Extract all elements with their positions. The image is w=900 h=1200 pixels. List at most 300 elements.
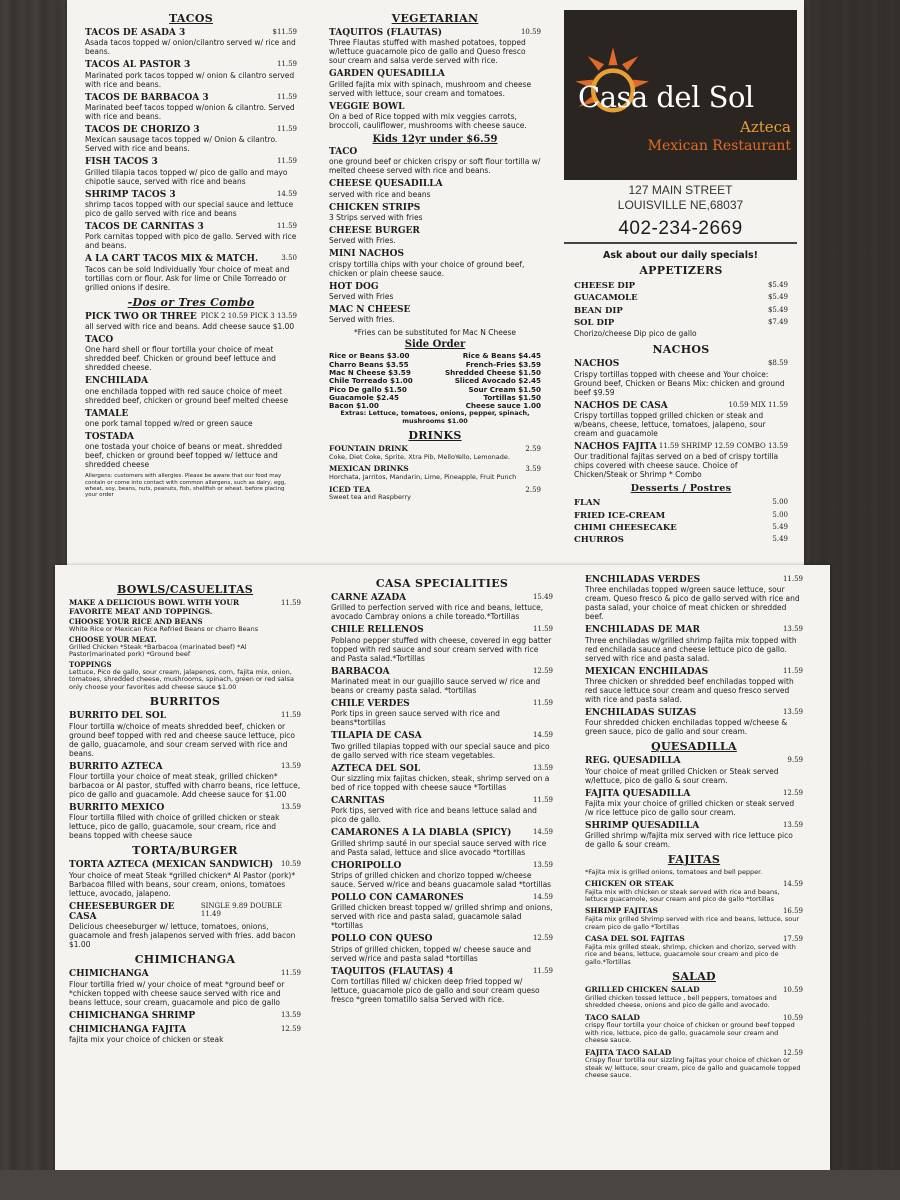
kids-title: Kids 12yr under $6.59: [372, 134, 498, 146]
menu-item-desc: Grilled fajita mix with spinach, mushroom and cheese served with lettuce, sour cream and tomatoes.: [329, 79, 532, 98]
menu-item: [585, 1014, 803, 1045]
menu-item-desc: one ground beef or chicken crispy or soft flour tortilla w/ melted cheese served with rice and beans.: [329, 157, 541, 176]
menu-item-desc: Served with fries.: [329, 315, 395, 325]
allergen-notice: Allergens: customers with allergies. Please be aware that our food may contain or come into contact with common allergens, such as dairy, egg, wheat, soy, beans, nuts, peanuts, fish, shellfish or wheat. before placing your order: [85, 473, 286, 499]
drinks-title: DRINKS: [408, 429, 462, 443]
menu-item-price: 15.49: [532, 593, 553, 601]
price-row-name: SOL DIP: [574, 317, 615, 328]
menu-item-name: TAQUITOS (FLAUTAS): [329, 28, 443, 38]
side-order-grid: [329, 352, 541, 410]
menu-item-name: ENCHILADAS SUIZAS: [585, 708, 697, 719]
menu-item-desc: Crispy flour tortilla our sizzling fajitas your choice of chicken or steak w/ lettuce, sour cream, pico de gallo and guacamole topped cheese sauce.: [585, 1056, 801, 1080]
address: [564, 183, 797, 213]
desserts-list: [574, 497, 788, 546]
restaurant-name: Casa del Sol: [578, 80, 754, 114]
menu-item-name: CHIMICHANGA: [69, 969, 149, 980]
bowls-header: MAKE A DELICIOUS BOWL WITH YOUR FAVORITE MEAT AND TOPPINGS.: [69, 598, 240, 616]
menu-item-price: 2.59: [525, 445, 541, 454]
menu-item-name: TOSTADA: [85, 432, 135, 443]
menu-item-price: $8.59: [767, 359, 788, 368]
torta-title: TORTA/BURGER: [132, 844, 238, 858]
menu-item-price: 11.59: [280, 969, 301, 978]
menu-item-name: TACOS DE BARBACOA 3: [85, 92, 209, 103]
menu-item-price: 13.59: [782, 821, 803, 830]
side-extras: Extras: Lettuce, tomatoes, onions, pepper, spinach, mushrooms $1.00: [340, 409, 530, 425]
menu-item-price: $11.59: [272, 28, 297, 36]
menu-item-name: CHORIPOLLO: [331, 860, 402, 871]
price-row-name: BEAN DIP: [574, 305, 623, 316]
menu-item: [69, 1025, 301, 1044]
menu-item-price: 11.59: [532, 699, 553, 708]
side-order-item: Guacamole $2.45: [329, 392, 399, 402]
menu-item-desc: Fajita mix grilled Shrimp served with rice and beans, lettuce, sour cream pico de gallo *Tortillas: [585, 915, 800, 931]
salad-title: SALAD: [672, 970, 716, 984]
vegetarian-column: [329, 0, 541, 506]
bowls-column: [69, 565, 301, 1048]
menu-item-price: 13.59: [532, 763, 553, 772]
menu-item-name: A LA CART TACOS MIX & MATCH.: [85, 254, 259, 265]
menu-item-price: 11.59: [276, 60, 297, 69]
menu-item-price: 13.59: [280, 761, 301, 770]
menu-item-name: CHILE VERDES: [331, 699, 410, 710]
menu-item: [329, 249, 541, 277]
menu-item-name: CHILE RELLENOS: [331, 625, 424, 636]
menu-item: [331, 764, 553, 792]
menu-item-name: BURRITO AZTECA: [69, 761, 163, 772]
menu-item-name: TACOS DE CHORIZO 3: [85, 125, 200, 136]
menu-item: [585, 575, 803, 621]
menu-item-price: 9.59: [787, 756, 803, 765]
address-line2: LOUISVILLE NE,68037: [617, 198, 744, 212]
menu-item-name: MEXICAN DRINKS: [329, 464, 409, 474]
menu-item-desc: Marinated pork tacos topped w/ onion & cilantro served with rice and beans.: [85, 70, 295, 89]
menu-item-name: FAJITA QUESADILLA: [585, 788, 691, 799]
menu-item-desc: Your choice of meat grilled Chicken or Steak served w/lettuce, pico de gallo & sour cream.: [585, 766, 779, 785]
side-order-item: Bacon $1.00: [329, 401, 379, 411]
table-edge: [0, 1170, 900, 1200]
menu-item-name: TORTA AZTECA (MEXICAN SANDWICH): [69, 860, 274, 871]
menu-item-name: CHEESE QUESADILLA: [329, 179, 443, 190]
menu-item-name: CARNE AZADA: [331, 593, 407, 603]
enchiladas-column: [585, 565, 803, 1084]
price-row-name: CHIMI CHEESECAKE: [574, 522, 677, 533]
menu-item-name: FISH TACOS 3: [85, 157, 158, 168]
menu-item: [329, 465, 541, 481]
menu-item-desc: Two grilled tilapias topped with our special sauce and pico de gallo served with rice steam vegetables.: [331, 741, 550, 760]
price-row-name: CHEESE DIP: [574, 281, 636, 291]
price-row: [574, 305, 788, 317]
menu-item-price: 12.59: [782, 788, 803, 797]
menu-item-desc: Coke, Diet Coke, Sprite, Xtra Pib, MelloYello, Lemonade.: [329, 452, 510, 461]
price-row-price: $5.49: [767, 293, 788, 302]
menu-item: [85, 157, 297, 185]
menu-item-desc: Pork carnitas topped with pico de gallo. Served with rice and beans.: [85, 232, 297, 251]
menu-item-price: 2.59: [525, 485, 541, 494]
casa-title: CASA SPECIALITIES: [375, 577, 509, 590]
vegetarian-title: VEGETARIAN: [391, 12, 479, 25]
price-row: [574, 522, 788, 534]
menu-item-name: BURRITO DEL SOL: [69, 711, 167, 722]
casa-column: [331, 565, 553, 1008]
menu-item: [69, 803, 301, 840]
price-row: [574, 510, 788, 522]
menu-item-name: CARNITAS: [331, 796, 385, 807]
fajitas-list: [585, 880, 803, 966]
menu-item-desc: Three chicken or shredded beef enchiladas topped with red sauce lettuce sour cream and queso fresco served with rice and pasta salad.: [585, 677, 794, 705]
quesadilla-title: QUESADILLA: [651, 740, 737, 754]
menu-item-name: CHICKEN STRIPS: [329, 202, 421, 213]
tacos-title: TACOS: [169, 12, 213, 25]
menu-item-desc: Grilled shrimp sauté in our special sauce served with rice and Pasta salad, lettuce and slice avocado *tortillas: [331, 838, 547, 857]
menu-item-name: TACO SALAD: [585, 1012, 640, 1022]
menu-item-desc: one enchilada topped with red sauce choice of meet shredded beef, chicken or ground beef melted cheese: [85, 386, 289, 405]
menu-item-desc: Strips of grilled chicken, topped w/ cheese sauce and served w/rice and pasta salad *tortillas: [331, 944, 532, 963]
side-order-item: Tortillas $1.50: [483, 392, 541, 402]
menu-item: [85, 409, 297, 428]
menu-item-name: FOUNTAIN DRINK: [329, 444, 408, 454]
menu-item: [585, 935, 803, 966]
bowls-meat-title: CHOOSE YOUR MEAT.: [69, 634, 157, 644]
menu-item-desc: 3 Strips served with fries: [329, 213, 423, 223]
menu-item-desc: Tacos can be sold Individually Your choice of meat and tortillas corn or flour. Ask for lime or Chile Torreado or grilled onions if desire.: [85, 264, 290, 292]
combo-list: [85, 335, 297, 469]
menu-item-name: MINI NACHOS: [329, 249, 404, 260]
side-order-item: Charro Beans $3.55: [329, 359, 409, 369]
menu-item-name: GARDEN QUESADILLA: [329, 69, 445, 80]
quesadilla-list: [585, 756, 803, 849]
menu-item-name: VEGGIE BOWL: [329, 101, 405, 112]
menu-item-name: BURRITO MEXICO: [69, 802, 165, 813]
menu-item-desc: Fajita mix grilled steak, shrimp, chicken and chorizo, served with rice and beans, lettuce, guacamole sour cream and pico de gallo.*Tortillas: [585, 942, 796, 966]
side-order-item: Mac N Cheese $3.59: [329, 368, 411, 377]
menu-item-name: HOT DOG: [329, 281, 379, 292]
menu-item-name: CASA DEL SOL FAJITAS: [585, 934, 685, 943]
menu-item-desc: Strips of grilled chicken and chorizo topped w/cheese sauce. Served w/rice and beans guacamole salad *tortillas: [331, 871, 552, 890]
price-row: [574, 534, 788, 546]
menu-item-price: 12.59: [280, 1024, 301, 1033]
menu-item-price: 13.59: [280, 802, 301, 811]
menu-item-desc: Your choice of meat Steak *grilled chicken* Al Pastor (pork)* Barbacoa filled with beans, sour cream, onions, tomatoes lettuce, avocado, jalapeno.: [69, 870, 296, 898]
menu-item-name: ICED TEA: [329, 484, 371, 494]
menu-item-desc: Horchata, Jarritos, Mandarin, Lime, Pineapple, Fruit Punch: [329, 473, 517, 482]
menu-item: [585, 708, 803, 736]
menu-item-desc: Our sizzling mix fajitas chicken, steak, shrimp served on a bed of rice topped with cheese sauce *Tortillas: [331, 774, 550, 793]
menu-item: [585, 880, 803, 904]
kids-note: *Fries can be substituted for Mac N Cheese: [354, 328, 516, 338]
menu-item-price: 14.59: [532, 893, 553, 902]
menu-item-desc: Delicious cheeseburger w/ lettuce, tomatoes, onions, guacamole and fresh jalapenos served with fries. add bacon $1.00: [69, 922, 296, 950]
menu-item: [331, 861, 553, 889]
tacos-column: [85, 0, 297, 499]
nachos-list: [574, 359, 788, 479]
price-row: [574, 497, 788, 509]
menu-item-price: 10.59: [520, 28, 541, 36]
menu-item: [85, 376, 297, 404]
menu-item-desc: one pork tamal topped w/red or green sauce: [85, 419, 253, 429]
side-order-item: Sliced Avocado $2.45: [454, 376, 541, 386]
menu-item-price: 13.59: [532, 860, 553, 869]
menu-item: [574, 359, 788, 396]
menu-item-desc: Flour tortilla w/choice of meats shredded beef, chicken or ground beef topped with red and cheese sauce lettuce, pico de gallo, guacamole, and sour cream served with rice and beans.: [69, 721, 295, 758]
menu-item: [585, 821, 803, 849]
menu-item-desc: Sweet tea and Raspberry: [329, 493, 412, 502]
menu-item: [85, 125, 297, 153]
restaurant-azteca: Azteca: [740, 118, 791, 136]
menu-item: [585, 1049, 803, 1080]
price-row-price: $5.49: [767, 305, 788, 314]
side-order-item: Shredded Cheese $1.50: [444, 368, 541, 377]
torta-list: [69, 860, 301, 949]
menu-item-price: 10.59: [782, 986, 803, 995]
menu-item-name: NACHOS FAJITA: [574, 441, 657, 452]
menu-item: [329, 203, 541, 222]
menu-item-name: POLLO CON CAMARONES: [331, 893, 464, 904]
menu-item-name: CHICKEN OR STEAK: [585, 878, 674, 888]
menu-item-desc: Crispy tortillas topped with cheese and Your choice: Ground beef, Chicken or Beans Mix: chicken and ground beef $9.59: [574, 369, 785, 397]
menu-item-name: FAJITA TACO SALAD: [585, 1047, 672, 1057]
menu-item: [329, 445, 541, 461]
menu-item-name: ENCHILADAS DE MAR: [585, 625, 700, 636]
menu-item-price: 17.59: [782, 935, 803, 943]
menu-item-desc: Flour tortilla filled with choice of grilled chicken or steak lettuce, pico de gallo, guacamole, sour cream, rice and beans topped with cheese sauce: [69, 813, 280, 841]
menu-item: [331, 796, 553, 824]
menu-item: [331, 828, 553, 856]
menu-item-name: ENCHILADA: [85, 376, 149, 387]
menu-item-desc: Four shredded chicken enchiladas topped w/cheese & green sauce, pico de gallo and sour cream.: [585, 718, 788, 737]
menu-item-name: CHEESEBURGER DE CASA: [69, 901, 175, 922]
combo-pick-prices: PICK 2 10.59 PICK 3 13.59: [200, 311, 297, 320]
side-order-item: Rice & Beans $4.45: [462, 351, 541, 361]
menu-item-price: 11.59: [280, 711, 301, 720]
price-row: [574, 317, 788, 329]
fajitas-title: FAJITAS: [667, 853, 721, 867]
drinks-list: [329, 445, 541, 501]
menu-item-price: 11.59: [276, 92, 297, 101]
bowls-rice-desc: White Rice or Mexican Rice Refried Beans or charro Beans: [69, 625, 259, 634]
menu-item-name: TILAPIA DE CASA: [331, 731, 422, 742]
menu-item-desc: Asada tacos topped w/ onion/cilantro served w/ rice and beans.: [85, 38, 296, 57]
menu-item: [331, 893, 553, 930]
menu-item-price: 11.59: [532, 966, 553, 975]
combo-pick: [85, 312, 297, 331]
menu-item: [331, 625, 553, 662]
menu-item-desc: Crispy tortillas topped grilled chicken or steak and w/beans, cheese, lettuce, tomatoes, jalapeno, sour cream and guacamole: [574, 410, 766, 438]
menu-item-name: REG. QUESADILLA: [585, 756, 681, 767]
side-order-item: Sour Cream $1.50: [468, 384, 541, 394]
menu-item-desc: One hard shell or flour tortilla your choice of meat shredded beef. Chicken or ground beef lettuce and shredded cheese.: [85, 345, 276, 373]
menu-item-price: 16.59: [782, 907, 803, 916]
menu-item-name: MAC N CHEESE: [329, 305, 411, 316]
specials-note: Ask about our daily specials!: [603, 250, 758, 261]
bowls-toppings-desc: Lettuce, Pico de gallo, sour cream, jalapenos, corn, fajita mix, onion, tomatoes, shredded cheese, mushrooms, spinach, green or red salsa only choose your favorites add cheese sauce $1.00: [69, 667, 294, 691]
menu-item-price: 10.59: [782, 1013, 803, 1022]
menu-item-price: 3.50: [281, 254, 297, 263]
menu-item: [85, 432, 297, 469]
menu-item: [331, 967, 553, 1004]
appetizers-title: APPETIZERS: [639, 264, 723, 277]
menu-item-name: MEXICAN ENCHILADAS: [585, 666, 709, 677]
price-row-price: 5.00: [772, 498, 788, 507]
menu-item-name: SHRIMP QUESADILLA: [585, 821, 700, 832]
menu-item-desc: Three enchiladas topped w/green sauce lettuce, sour cream. Queso fresco & pico de gallo served with rice and pasta salad, your choice of meat chicken or shredded beef.: [585, 585, 800, 622]
side-order-item: Pico De gallo $1.50: [329, 384, 407, 394]
menu-item-price: 11.59 SHRIMP 12.59 COMBO 13.59: [658, 441, 788, 450]
menu-item: [85, 222, 297, 250]
menu-item: [331, 731, 553, 759]
menu-item-desc: shrimp tacos topped with our special sauce and lettuce pico de gallo served with rice and beans: [85, 200, 294, 219]
enchiladas-list: [585, 575, 803, 736]
menu-item-price: 14.59: [782, 879, 803, 888]
divider: [564, 242, 797, 244]
salad-list: [585, 986, 803, 1080]
menu-item-desc: Marinated meat in our guajillo sauce served w/ rice and beans or creamy pasta salad. *tortillas: [331, 677, 541, 696]
menu-item-name: SHRIMP TACOS 3: [85, 189, 176, 200]
side-order-item: French-Fries $3.59: [465, 359, 541, 369]
menu-item-price: 12.59: [532, 934, 553, 943]
menu-item: [329, 179, 541, 198]
menu-item: [331, 934, 553, 962]
menu-item-desc: Grilled chicken tossed lettuce , bell peppers, tomatoes and shredded cheese, onions and pico de gallo and avocado.: [585, 993, 777, 1010]
address-line1: 127 MAIN STREET: [628, 183, 733, 197]
bowls-toppings-title: TOPPINGS: [69, 659, 112, 669]
price-row: [574, 292, 788, 304]
bowls-price: 11.59: [280, 599, 301, 607]
menu-item-name: TAMALE: [85, 408, 129, 419]
price-row-price: $5.49: [767, 281, 788, 289]
menu-item-desc: Mexican sausage tacos topped w/ Onion & cilantro. Served with rice and beans.: [85, 135, 278, 154]
menu-item-name: NACHOS DE CASA: [574, 400, 668, 411]
burritos-title: BURRITOS: [149, 695, 221, 709]
combo-pick-label: PICK TWO OR THREE: [85, 311, 197, 322]
menu-item-price: 14.59: [532, 828, 553, 837]
menu-item-desc: Pork tips, served with rice and beans lettuce salad and pico de gallo.: [331, 806, 537, 825]
menu-item-name: NACHOS: [574, 359, 620, 370]
menu-item: [329, 282, 541, 301]
menu-item-name: CAMARONES A LA DIABLA (SPICY): [331, 828, 512, 839]
menu-item-name: TAQUITOS (FLAUTAS) 4: [331, 966, 454, 977]
bowls-meat-desc: Grilled Chicken *Steak *Barbacoa (marinated beef) *Al Pastor(marinated pork) *Ground beef: [69, 642, 247, 659]
menu-item-desc: Three Flautas stuffed with mashed potatoes, topped w/lettuce guacamole pico de gallo and Queso fresco sour cream and salsa verde served with rice.: [329, 38, 526, 66]
menu-item: [69, 969, 301, 1006]
menu-item-name: TACOS DE ASADA 3: [85, 28, 186, 38]
menu-item-price: 10.59: [280, 860, 301, 869]
menu-item: [329, 305, 541, 324]
menu-item-price: 11.59: [532, 796, 553, 805]
desserts-title: Desserts / Postres: [630, 483, 732, 495]
chimichanga-title: CHIMICHANGA: [134, 953, 236, 967]
combo-pick-desc: all served with rice and beans. Add cheese sauce $1.00: [85, 322, 295, 332]
menu-item-desc: Grilled tilapia tacos topped w/ pico de gallo and mayo chipotle sauce, served with rice and beans: [85, 167, 288, 186]
menu-item-desc: Corn tortillas filled w/ chicken deep fried topped w/ lettuce, guacamole pico de gallo and sour cream queso fresco *green tomatillo salsa Served with rice.: [331, 977, 540, 1005]
menu-item: [574, 442, 788, 479]
menu-item-desc: Pork tips in green sauce served with rice and beans*tortillas: [331, 709, 500, 728]
menu-item: [69, 902, 301, 950]
side-order-item: Cheese sauce 1.00: [465, 401, 541, 411]
menu-item-name: POLLO CON QUESO: [331, 934, 433, 945]
menu-item: [85, 93, 297, 121]
menu-item-desc: Grilled shrimp w/fajita mix served with rice lettuce pico de gallo & sour cream.: [585, 831, 793, 850]
menu-item: [85, 60, 297, 88]
menu-item-name: TACOS DE CARNITAS 3: [85, 222, 204, 233]
menu-item-name: ENCHILADAS VERDES: [585, 575, 701, 585]
menu-item-desc: Served with Fries.: [329, 236, 396, 246]
menu-item: [329, 69, 541, 97]
menu-item: [329, 147, 541, 175]
phone-number: 402-234-2669: [618, 218, 743, 239]
menu-item-price: 11.59: [276, 222, 297, 231]
menu-item: [585, 789, 803, 817]
menu-item: [331, 667, 553, 695]
side-order-item: Chile Torreado $1.00: [329, 376, 413, 386]
price-row: [574, 280, 788, 292]
menu-item-price: SINGLE 9.89 DOUBLE 11.49: [200, 901, 283, 918]
menu-item-price: 13.59: [782, 708, 803, 717]
menu-item: [69, 762, 301, 799]
menu-item-desc: On a bed of Rice topped with mix veggies carrots, broccoli, cauliflower, mushrooms with cheese sauce.: [329, 112, 527, 131]
menu-item-desc: Served with Fries: [329, 292, 394, 302]
menu-item-name: CHIMICHANGA SHRIMP: [69, 1010, 196, 1021]
menu-item: [329, 486, 541, 502]
price-row-price: 5.49: [772, 535, 788, 544]
price-row-name: FLAN: [574, 498, 601, 509]
menu-item-desc: crispy tortilla chips with your choice of ground beef, chicken or plain cheese sauce.: [329, 259, 525, 278]
menu-item: [329, 226, 541, 245]
menu-item: [585, 756, 803, 784]
menu-item: [574, 401, 788, 438]
menu-item-name: TACO: [85, 335, 114, 346]
menu-item: [69, 711, 301, 757]
menu-item-desc: served with rice and beans: [329, 189, 431, 199]
price-row-price: $7.49: [767, 317, 788, 326]
combo-title: -Dos or Tres Combo: [127, 295, 255, 309]
menu-item-desc: Marinated beef tacos topped w/onion & cilantro. Served with rice and beans.: [85, 103, 295, 122]
menu-item-desc: Grilled chicken breast topped w/ grilled shrimp and onions, served with rice and pasta salad, guacamole salad *tortillas: [331, 903, 553, 931]
menu-item-name: GRILLED CHICKEN SALAD: [585, 985, 700, 995]
menu-item: [331, 699, 553, 727]
menu-item-price: 14.59: [532, 731, 553, 740]
menu-item-desc: Flour tortilla your choice of meat steak, grilled chicken* barbacoa or Al pastor, stuffed with charro beans, rice lettuce, pico de gallo and guacamole. Add cheese sauce for $1.00: [69, 771, 301, 799]
menu-item: [329, 28, 541, 65]
price-row-name: GUACAMOLE: [574, 293, 638, 304]
menu-item-desc: Fajita mix your choice of grilled chicken or steak served /w rice lettuce pico de gallo sour cream.: [585, 799, 795, 818]
menu-item-price: 11.59: [276, 157, 297, 166]
menu-item: [85, 28, 297, 56]
menu-item-price: 12.59: [532, 666, 553, 675]
menu-item: [585, 667, 803, 704]
vegetarian-list: [329, 28, 541, 130]
menu-item: [585, 907, 803, 931]
menu-item-price: 11.59: [532, 625, 553, 634]
menu-item: [585, 625, 803, 662]
restaurant-subtitle: Mexican Restaurant: [647, 138, 791, 154]
burritos-list: [69, 711, 301, 840]
menu-item: [85, 254, 297, 291]
fajitas-note: *Fajita mix is grilled onions, tomatoes and bell pepper.: [585, 868, 763, 877]
menu-item-desc: Three enchiladas w/grilled shrimp fajita mix topped with red enchilada sauce and cheese lettuce pico de gallo. served with rice and pasta salad.: [585, 635, 797, 663]
menu-item-desc: Our traditional fajitas served on a bed of crispy tortilla chips covered with cheese sauce. Choice of Chicken/Steak or Shrimp * Combo: [574, 452, 779, 480]
menu-item: [69, 1011, 301, 1021]
menu-item: [85, 335, 297, 372]
menu-item-name: TACO: [329, 147, 358, 158]
menu-item-price: 14.59: [276, 189, 297, 198]
menu-item-desc: one tostada your choice of beans or meat. shredded beef, chicken or ground beef topped w/ lettuce and shredded cheese: [85, 442, 282, 470]
casa-list: [331, 593, 553, 1004]
menu-item: [329, 102, 541, 130]
nachos-title: NACHOS: [652, 343, 710, 357]
price-row-price: 5.49: [772, 522, 788, 531]
menu-item-name: TACOS AL PASTOR 3: [85, 60, 191, 71]
menu-item-desc: Fajita mix with chicken or steak served with rice and beans, lettuce guacamole, sour cream and pico de gallo *tortillas: [585, 887, 780, 903]
